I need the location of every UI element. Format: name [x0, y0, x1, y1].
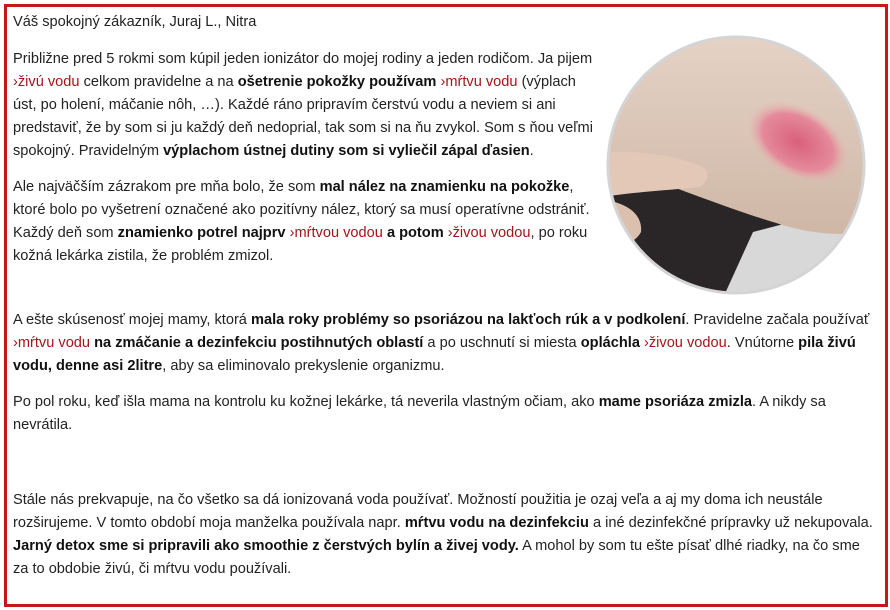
text: A ešte skúsenosť mojej mamy, ktorá [13, 312, 251, 328]
testimonial-author: Váš spokojný zákazník, Juraj L., Nitra [13, 14, 257, 30]
text: Približne pred 5 rokmi som kúpil jeden ionizátor do mojej rodiny a jeden rodičom. Ja pijem [13, 51, 593, 67]
text: . A nikdy sa nevrátila. [13, 394, 826, 433]
text: , ktoré bolo po vyšetrení označené ako pozitívny nález, ktorý sa musí operatívne odstrániť. Každý deň som [13, 179, 590, 241]
water-link[interactable]: ›mŕtvu vodu [440, 74, 518, 90]
water-link[interactable]: ›mŕtvu vodu [13, 335, 91, 351]
text: a po uschnutí si miesta [423, 335, 581, 351]
text: . [529, 143, 534, 159]
paragraph-3 [13, 309, 875, 378]
water-link[interactable]: ›mŕtvou vodou [289, 225, 383, 241]
text: Po pol roku, keď išla mama na kontrolu ku kožnej lekárke, tá neverila vlastným očiam, ako [13, 394, 599, 410]
bold-text: Jarný detox sme si pripravili ako smoothie z čerstvých bylín a živej vody. [13, 538, 519, 554]
bold-text: znamienko potrel najprv [117, 225, 286, 241]
text: , aby sa eliminovalo prekyslenie organizmu. [162, 358, 445, 374]
text: , po roku kožná lekárka zistila, že problém zmizol. [13, 225, 588, 264]
text: (výplach úst, po holení, máčanie nôh, …). Každé ráno pripravím čerstvú vodu a neviem si ani predstaviť, že by som si ju každý deň nedoprial, tak som si na ňu zvykol. Som s ňou veľmi spokojný. Pravidelným [13, 74, 593, 159]
bold-text: mame psoriáza zmizla [598, 394, 753, 410]
bold-text: pila živú vodu, denne asi 2litre [13, 335, 856, 374]
bold-text: opláchla [580, 335, 640, 351]
paragraph-1 [13, 48, 603, 163]
water-link[interactable]: ›živou vodou [644, 335, 727, 351]
text: . Pravidelne začala používať [685, 312, 870, 328]
paragraph-2 [13, 176, 603, 268]
text: celkom pravidelne a na [79, 74, 238, 90]
bold-text: na zmáčanie a dezinfekciu postihnutých oblastí [94, 335, 424, 351]
bold-text: a potom [386, 225, 444, 241]
text: Ale najväčším zázrakom pre mňa bolo, že som [13, 179, 320, 195]
testimonial-content [13, 11, 875, 594]
text: a iné dezinfekčné prípravky už nekupovala. [588, 515, 873, 531]
bold-text: mal nález na znamienku na pokožke [319, 179, 570, 195]
bold-text: mala roky problémy so psoriázou na lakťoch rúk a v podkolení [250, 312, 686, 328]
text: . Vnútorne [726, 335, 799, 351]
bold-text: výplachom ústnej dutiny som si vyliečil zápal ďasien [163, 143, 530, 159]
water-link[interactable]: ›živú vodu [13, 74, 80, 90]
bold-text: mŕtvu vodu na dezinfekciu [404, 515, 589, 531]
paragraph-5 [13, 489, 875, 581]
text: A mohol by som tu ešte písať dlhé riadky, na čo sme za to obdobie živú, či mŕtvu vodu používali. [13, 538, 860, 577]
water-link[interactable]: ›živou vodou [447, 225, 531, 241]
bold-text: ošetrenie pokožky používam [237, 74, 437, 90]
paragraph-4 [13, 391, 875, 437]
text: Stále nás prekvapuje, na čo všetko sa dá ionizovaná voda používať. Možností použitia je ozaj veľa a aj my doma ich neustále rozširujeme. V tomto období moja manželka používala napr. [13, 492, 823, 531]
